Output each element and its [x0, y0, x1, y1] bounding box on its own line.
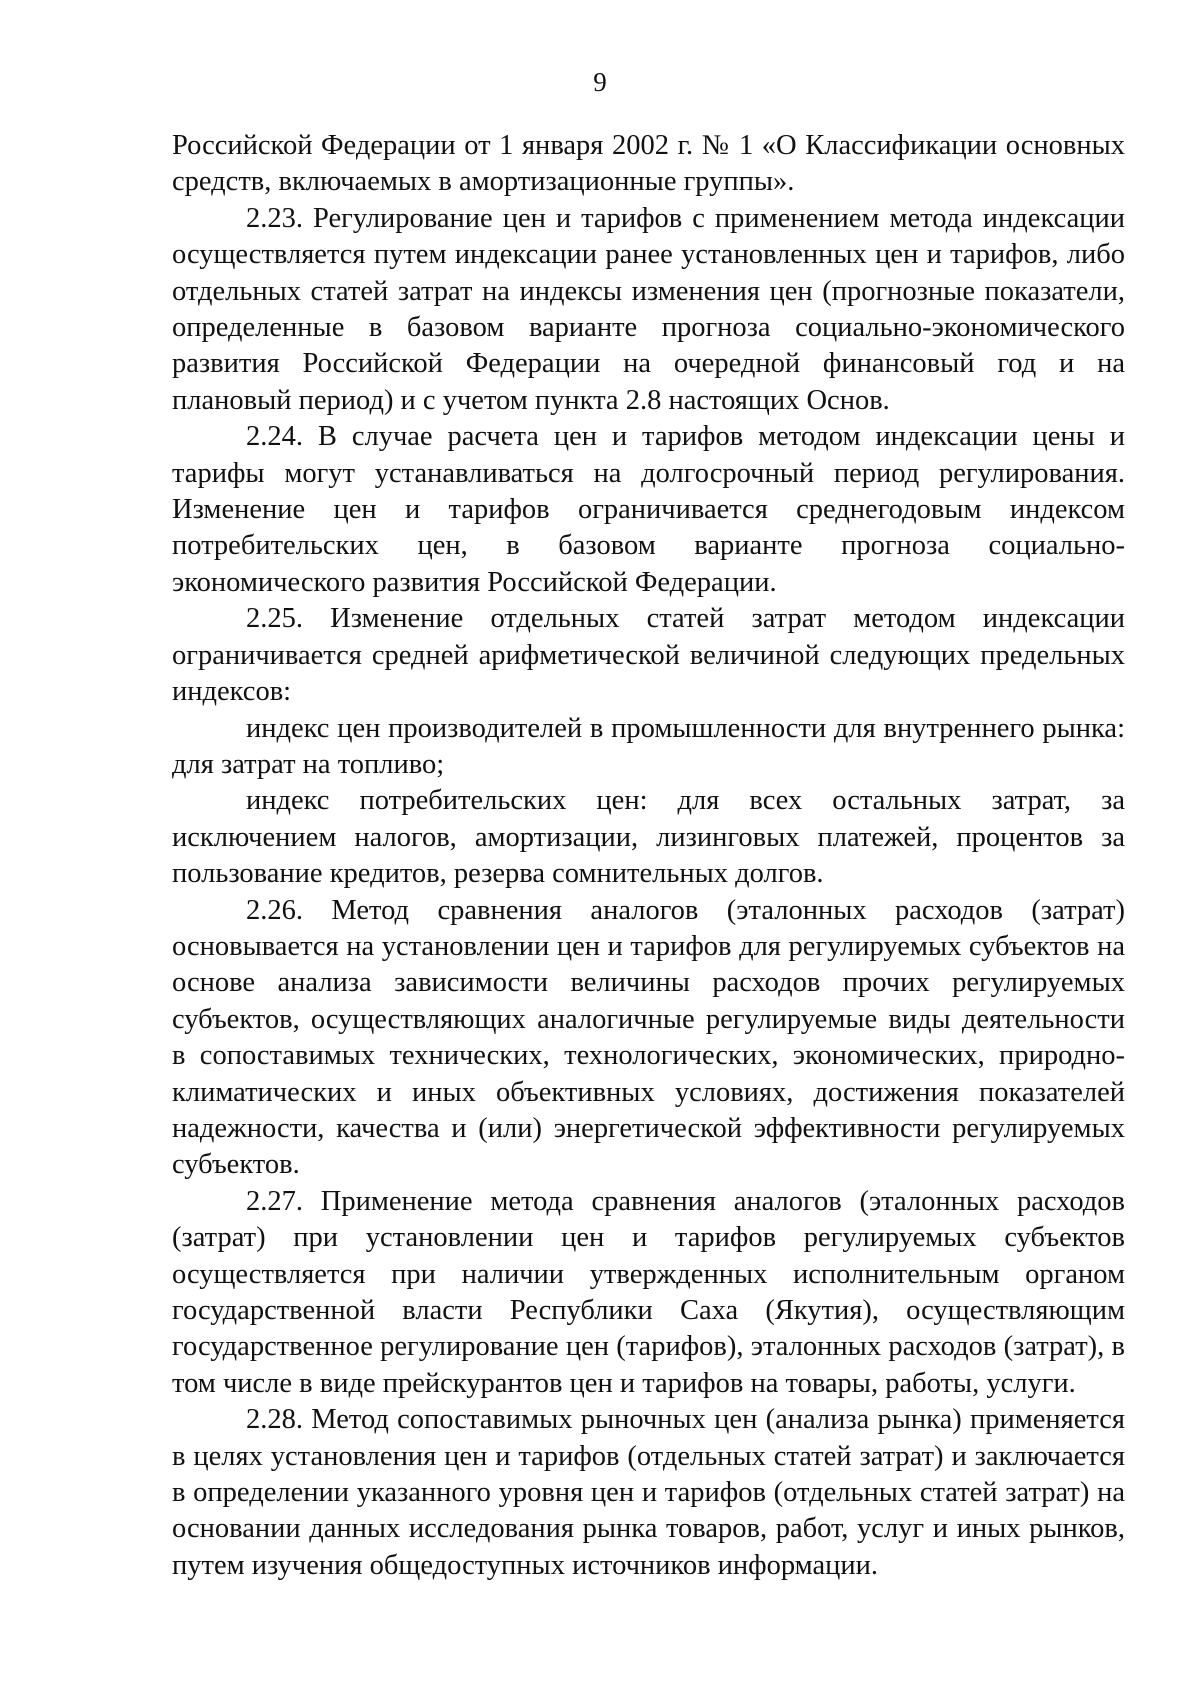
- paragraph-2-28: 2.28. Метод сопоставимых рыночных цен (анализа рынка) применяется в целях установления цен и тарифов (отдельных статей затрат) и заключается в определении указанного уровня цен и тарифов (отдельных статей затрат) на основании данных исследования рынка товаров, работ, услуг и иных рынков, путем изучения общедоступных источников информации.: [172, 1404, 1125, 1581]
- paragraph-producer-price-index: индекс цен производителей в промышленности для внутреннего рынка: для затрат на топливо;: [172, 712, 1125, 780]
- document-body: [172, 128, 1125, 1584]
- paragraph-2-27: 2.27. Применение метода сравнения аналогов (эталонных расходов (затрат) при установлении цен и тарифов регулируемых субъектов осуществляется при наличии утвержденных исполнительным органом государственной власти Республики Саха (Якутия), осуществляющим государственное регулирование цен (тарифов), эталонных расходов (затрат), в том числе в виде прейскурантов цен и тарифов на товары, работы, услуги.: [172, 1185, 1125, 1399]
- paragraph-2-23: 2.23. Регулирование цен и тарифов с применением метода индексации осуществляется путем индексации ранее установленных цен и тарифов, либо отдельных статей затрат на индексы изменения цен (прогнозные показатели, определенные в базовом варианте прогноза социально-экономического развития Российской Федерации на очередной финансовый год и на плановый период) и с учетом пункта 2.8 настоящих Основ.: [172, 202, 1125, 416]
- paragraph-2-24: 2.24. В случае расчета цен и тарифов методом индексации цены и тарифы могут устанавливаться на долгосрочный период регулирования. Изменение цен и тарифов ограничивается среднегодовым индексом потребительских цен, в базовом варианте прогноза социально-экономического развития Российской Федерации.: [172, 421, 1125, 598]
- page-number: 9: [593, 67, 607, 97]
- paragraph-continuation: Российской Федерации от 1 января 2002 г. № 1 «О Классификации основных средств, включаемых в амортизационные группы».: [172, 130, 1125, 198]
- paragraph-consumer-price-index: индекс потребительских цен: для всех остальных затрат, за исключением налогов, амортизации, лизинговых платежей, процентов за пользование кредитов, резерва сомнительных долгов.: [172, 785, 1125, 890]
- paragraph-2-26: 2.26. Метод сравнения аналогов (эталонных расходов (затрат) основывается на установлении цен и тарифов для регулируемых субъектов на основе анализа зависимости величины расходов прочих регулируемых субъектов, осуществляющих аналогичные регулируемые виды деятельности в сопоставимых технических, технологических, экономических, природно-климатических и иных объективных условиях, достижения показателей надежности, качества и (или) энергетической эффективности регулируемых субъектов.: [172, 894, 1125, 1181]
- paragraph-2-25: 2.25. Изменение отдельных статей затрат методом индексации ограничивается средней арифметической величиной следующих предельных индексов:: [172, 603, 1125, 708]
